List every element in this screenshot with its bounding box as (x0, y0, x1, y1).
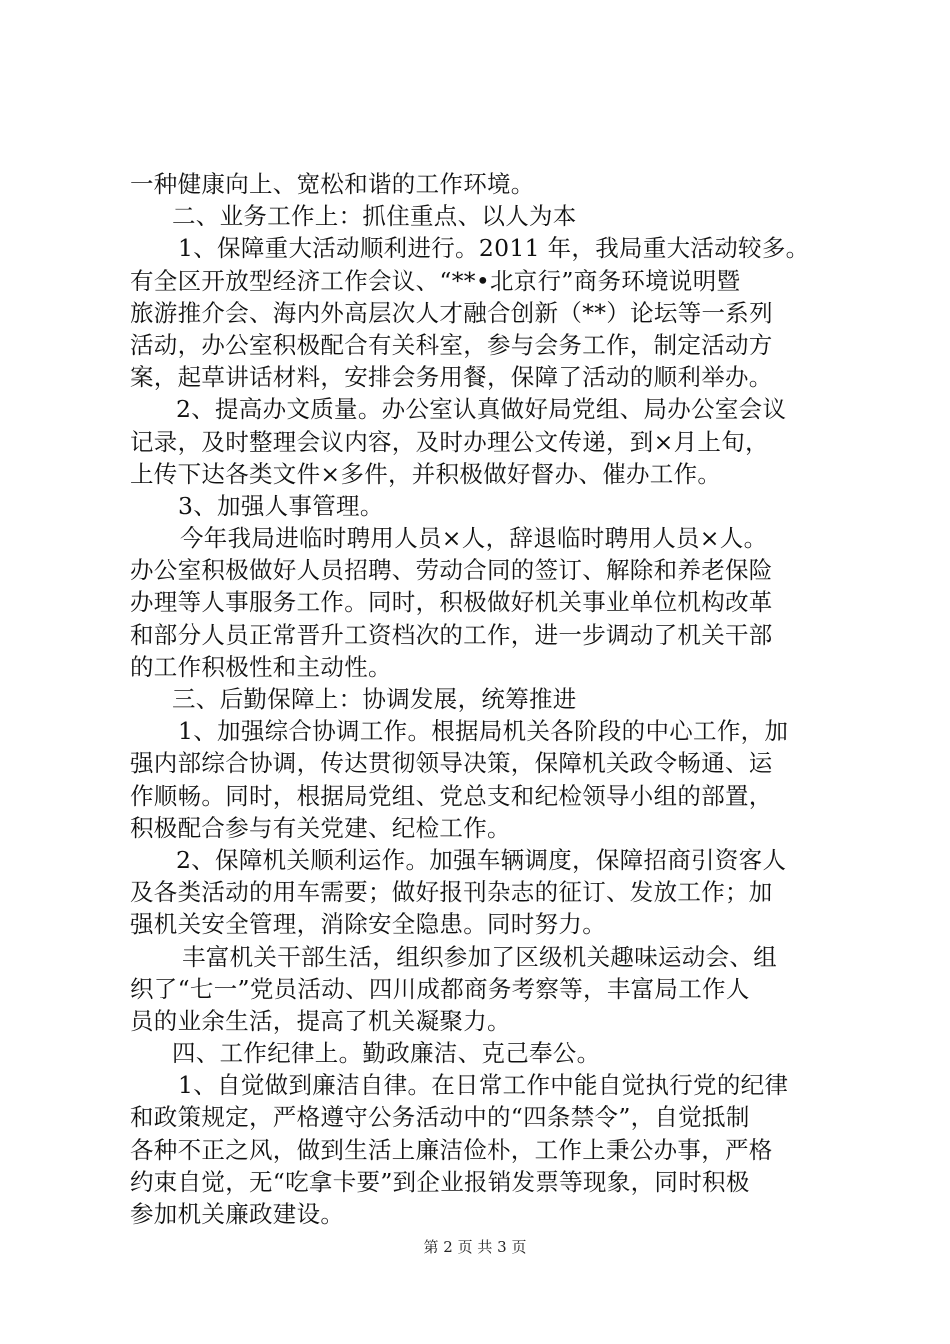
text-line: 和部分人员正常晋升工资档次的工作，进一步调动了机关干部 (130, 620, 773, 649)
text-line: 办理等人事服务工作。同时，积极做好机关事业单位机构改革 (130, 588, 773, 617)
text-line: 办公室积极做好人员招聘、劳动合同的签订、解除和养老保险 (130, 556, 773, 585)
text-line: 今年我局进临时聘用人员×人，辞退临时聘用人员×人。 (180, 524, 768, 553)
document-body (130, 168, 840, 1230)
text-line: 1、自觉做到廉洁自律。在日常工作中能自觉执行党的纪律 (178, 1071, 789, 1100)
text-line: 1、加强综合协调工作。根据局机关各阶段的中心工作，加 (178, 717, 789, 746)
text-line: 约束自觉，无“吃拿卡要”到企业报销发票等现象，同时积极 (130, 1167, 750, 1196)
text-line: 三、后勤保障上：协调发展，统筹推进 (172, 685, 577, 713)
text-line: 3、加强人事管理。 (178, 491, 384, 520)
text-line: 参加机关廉政建设。 (130, 1200, 345, 1228)
page-footer (0, 1237, 950, 1257)
text-line: 强内部综合协调，传达贯彻领导决策，保障机关政令畅通、运 (130, 749, 773, 778)
text-line: 各种不正之风，做到生活上廉洁俭朴，工作上秉公办事，严格 (130, 1135, 773, 1164)
text-line: 一种健康向上、宽松和谐的工作环境。 (130, 170, 535, 198)
text-line: 二、业务工作上：抓住重点、以人为本 (172, 202, 577, 231)
page-number: 第 2 页 共 3 页 (423, 1238, 527, 1256)
text-line: 的工作积极性和主动性。 (130, 652, 392, 681)
text-line: 积极配合参与有关党建、纪检工作。 (130, 813, 511, 842)
text-line: 活动，办公室积极配合有关科室，参与会务工作，制定活动方 (130, 330, 773, 359)
text-line: 及各类活动的用车需要；做好报刊杂志的征订、发放工作；加 (130, 878, 773, 907)
text-line: 丰富机关干部生活，组织参加了区级机关趣味运动会、组 (182, 942, 777, 971)
text-line: 四、工作纪律上。勤政廉洁、克己奉公。 (172, 1039, 601, 1068)
text-line: 旅游推介会、海内外高层次人才融合创新（**）论坛等一系列 (130, 298, 773, 327)
text-line: 2、保障机关顺利运作。加强车辆调度，保障招商引资客人 (176, 845, 787, 874)
text-line: 1、保障重大活动顺利进行。2011 年，我局重大活动较多。 (178, 234, 810, 263)
text-line: 员的业余生活，提高了机关凝聚力。 (130, 1006, 511, 1035)
text-line: 织了“七一”党员活动、四川成都商务考察等，丰富局工作人 (130, 974, 750, 1003)
text-line: 记录，及时整理会议内容，及时办理公文传递，到×月上旬， (130, 427, 769, 456)
text-line: 2、提高办文质量。办公室认真做好局党组、局办公室会议 (176, 395, 787, 424)
text-line: 作顺畅。同时，根据局党组、党总支和纪检领导小组的部置， (130, 781, 773, 810)
text-line: 和政策规定，严格遵守公务活动中的“四条禁令”，自觉抵制 (130, 1103, 750, 1132)
text-line: 强机关安全管理，消除安全隐患。同时努力。 (130, 910, 606, 939)
text-line: 案，起草讲话材料，安排会务用餐，保障了活动的顺利举办。 (130, 363, 773, 392)
text-line: 有全区开放型经济工作会议、“**•北京行”商务环境说明暨 (130, 266, 741, 295)
text-line: 上传下达各类文件×多件，并积极做好督办、催办工作。 (130, 459, 722, 488)
